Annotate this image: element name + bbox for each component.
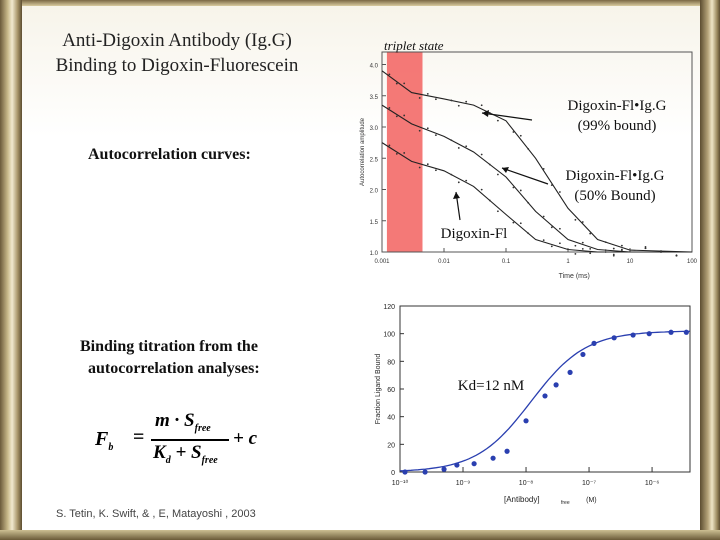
series-data-point <box>512 131 514 133</box>
binding-data-point <box>441 467 446 472</box>
series-data-point <box>551 245 553 247</box>
series-data-point <box>605 241 607 243</box>
x-tick-label: 10⁻⁶ <box>644 480 660 487</box>
triplet-state-label: triplet state <box>384 38 444 53</box>
series-data-point <box>543 239 545 241</box>
x-tick-label: 0.01 <box>438 259 450 265</box>
series-data-point <box>435 134 437 136</box>
eq-fraction-bar <box>151 439 229 441</box>
series-data-point <box>527 148 529 150</box>
arrow-head-free <box>453 192 460 199</box>
series-data-point <box>388 145 390 147</box>
series-data-point <box>497 210 499 212</box>
binding-data-point <box>684 330 689 335</box>
series-data-point <box>481 189 483 191</box>
series-data-point <box>574 253 576 255</box>
series-50-name: Digoxin-Fl•Ig.G <box>565 168 665 184</box>
y-axis-label: Autocorrelation amplitude <box>360 117 366 187</box>
series-data-point <box>605 251 607 253</box>
binding-data-point <box>504 449 509 454</box>
binding-data-point <box>402 469 407 474</box>
eq-numerator <box>155 410 211 434</box>
triplet-state-highlight <box>387 52 423 252</box>
binding-titration-label <box>80 336 260 380</box>
binding-data-point <box>630 332 635 337</box>
series-data-point <box>527 202 529 204</box>
binding-data-point <box>553 382 558 387</box>
eq-lhs-sub: b <box>108 442 114 453</box>
series-label-99-bound <box>552 96 682 136</box>
series-data-point <box>465 101 467 103</box>
series-data-point <box>458 147 460 149</box>
binding-data-point <box>523 418 528 423</box>
series-data-point <box>559 228 561 230</box>
frame-border-top <box>0 0 720 6</box>
series-data-point <box>497 120 499 122</box>
x-tick-label: 10⁻⁷ <box>582 480 597 487</box>
y-tick-label: 20 <box>387 442 395 450</box>
series-data-point <box>388 107 390 109</box>
series-data-point <box>396 83 398 85</box>
x-tick-label: 10⁻⁸ <box>518 480 534 487</box>
frame-border-right <box>700 0 720 540</box>
binding-titration-chart <box>370 296 700 518</box>
series-data-point <box>551 226 553 228</box>
binding-data-point <box>542 393 547 398</box>
series-data-point <box>403 83 405 85</box>
series-data-point <box>481 104 483 106</box>
series-data-point <box>458 105 460 107</box>
series-data-point <box>403 115 405 117</box>
series-data-point <box>621 245 623 247</box>
series-data-point <box>559 242 561 244</box>
series-data-point <box>427 163 429 165</box>
y-tick-label: 60 <box>387 387 395 394</box>
series-data-point <box>589 248 591 250</box>
x-tick-label: 0.001 <box>374 259 390 265</box>
binding-data-point <box>647 331 652 336</box>
series-data-point <box>450 174 452 176</box>
series-50-sub: (50% Bound) <box>574 188 656 204</box>
x-tick-label: 1 <box>566 259 570 265</box>
eq-equals: = <box>133 426 145 448</box>
eq-den-sub: free <box>201 454 218 466</box>
series-data-point <box>388 73 390 75</box>
series-data-point <box>450 100 452 102</box>
y-tick-label: 40 <box>387 414 395 422</box>
title-line-2: Binding to Digoxin-Fluorescein <box>55 55 299 76</box>
series-data-point <box>543 216 545 218</box>
series-99-name: Digoxin-Fl•Ig.G <box>567 98 667 114</box>
series-data-point <box>621 249 623 251</box>
series-data-point <box>520 190 522 192</box>
series-data-point <box>465 180 467 182</box>
series-data-point <box>676 255 678 257</box>
binding-data-point <box>472 461 477 466</box>
series-data-point <box>435 169 437 171</box>
series-data-point <box>645 247 647 249</box>
series-data-point <box>613 255 615 257</box>
binding-data-point <box>580 352 585 357</box>
series-data-point <box>613 248 615 250</box>
series-data-point <box>458 181 460 183</box>
series-data-point <box>419 167 421 169</box>
plot-frame <box>400 306 690 472</box>
series-data-point <box>589 252 591 254</box>
autocorrelation-label: Autocorrelation curves: <box>88 146 251 163</box>
citation: S. Tetin, K. Swift, & , E, Matayoshi , 2003 <box>56 508 256 520</box>
eq-denominator <box>153 442 218 466</box>
series-data-point <box>419 130 421 132</box>
y-tick-label: 3.5 <box>369 94 378 101</box>
binding-data-point <box>591 341 596 346</box>
series-data-point <box>465 145 467 147</box>
eq-lhs <box>95 428 113 453</box>
title-line-1: Anti-Digoxin Antibody (Ig.G) <box>62 30 292 51</box>
x-axis-label: [Antibody] <box>504 495 540 504</box>
y-tick-label: 80 <box>387 359 395 367</box>
series-data-point <box>605 249 607 251</box>
series-data-point <box>574 245 576 247</box>
series-data-point <box>435 98 437 100</box>
x-tick-label: 10⁻¹⁰ <box>391 480 409 487</box>
y-tick-label: 4.0 <box>369 63 378 70</box>
binding-data-point <box>612 335 617 340</box>
series-data-point <box>582 221 584 223</box>
x-tick-label: 10 <box>626 259 634 265</box>
series-data-point <box>574 219 576 221</box>
series-data-point <box>520 135 522 137</box>
y-tick-label: 1.5 <box>369 219 378 226</box>
binding-data-point <box>422 469 427 474</box>
binding-label-line-1: Binding titration from the <box>80 338 258 355</box>
kd-annotation: Kd=12 nM <box>457 378 525 394</box>
series-data-point <box>419 97 421 99</box>
series-data-point <box>481 154 483 156</box>
series-label-free: Digoxin-Fl <box>440 226 508 242</box>
x-tick-label: 10⁻⁹ <box>455 480 471 487</box>
series-data-point <box>427 127 429 129</box>
eq-den-k-sub: d <box>165 454 171 466</box>
y-tick-label: 2.5 <box>369 157 378 164</box>
binding-fit-curve <box>400 331 690 471</box>
series-data-point <box>450 139 452 141</box>
series-data-point <box>582 242 584 244</box>
series-data-point <box>512 187 514 189</box>
binding-data-point <box>567 370 572 375</box>
eq-num-sub: free <box>194 422 211 434</box>
eq-den-k: K <box>153 442 166 463</box>
binding-data-point <box>490 456 495 461</box>
series-data-point <box>427 93 429 95</box>
eq-num-term: m · S <box>155 410 195 431</box>
series-data-point <box>527 232 529 234</box>
series-data-point <box>589 233 591 235</box>
x-tick-label: 100 <box>686 259 698 265</box>
y-tick-label: 0 <box>391 470 395 477</box>
series-label-50-bound <box>550 166 680 206</box>
x-tick-label: 0.1 <box>501 259 511 265</box>
series-99-sub: (99% bound) <box>577 118 657 134</box>
eq-den-s: + S <box>170 442 202 463</box>
series-data-point <box>543 168 545 170</box>
x-axis-label-sub: free <box>560 500 570 506</box>
binding-data-point <box>454 462 459 467</box>
x-axis-label: Time (ms) <box>558 273 590 280</box>
binding-data-point <box>668 330 673 335</box>
series-data-point <box>489 200 491 202</box>
binding-equation <box>95 408 275 470</box>
y-tick-label: 100 <box>383 331 395 339</box>
eq-tail: + c <box>233 428 258 449</box>
y-tick-label: 120 <box>383 304 395 311</box>
series-data-point <box>403 152 405 154</box>
frame-border-left <box>0 0 22 540</box>
y-tick-label: 1.0 <box>369 251 378 257</box>
series-data-point <box>660 251 662 253</box>
binding-label-line-2: autocorrelation analyses: <box>88 360 260 377</box>
series-data-point <box>396 153 398 155</box>
series-data-point <box>396 115 398 117</box>
series-data-point <box>489 164 491 166</box>
eq-lhs-symbol: F <box>95 428 109 450</box>
series-data-point <box>582 248 584 250</box>
plot-frame <box>382 52 692 252</box>
y-tick-label: 2.0 <box>369 188 378 195</box>
y-axis-label: Fraction Ligand Bound <box>375 353 382 425</box>
series-data-point <box>497 174 499 176</box>
label-pointer-99 <box>482 113 532 120</box>
frame-border-bottom <box>0 530 720 540</box>
slide-title <box>22 28 332 78</box>
x-axis-label-unit: (M) <box>586 497 597 504</box>
y-tick-label: 3.0 <box>369 126 378 132</box>
label-pointer-50 <box>502 168 548 184</box>
